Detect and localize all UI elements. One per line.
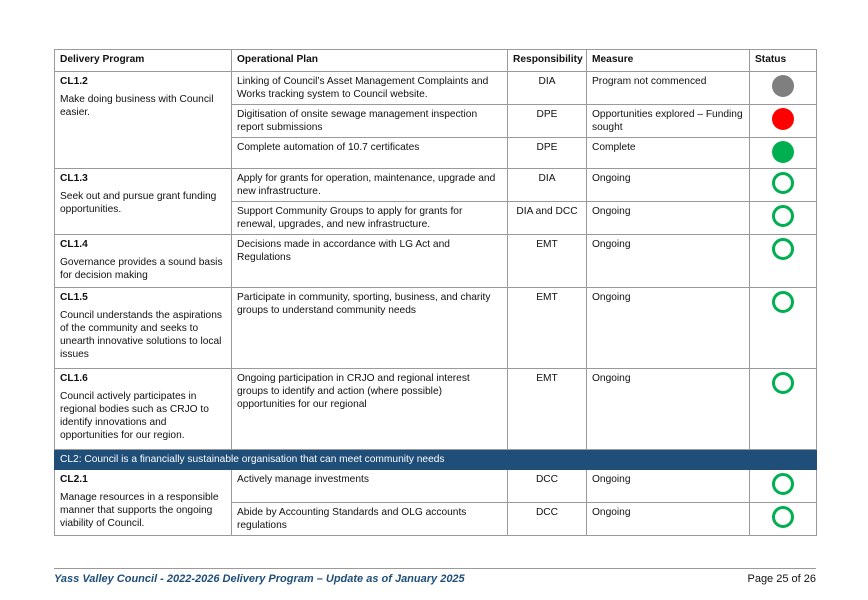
status-cell [750, 369, 817, 450]
responsibility-cell: DPE [508, 138, 587, 169]
program-description: Seek out and pursue grant funding opportunities. [60, 191, 217, 215]
measure-cell: Ongoing [587, 369, 750, 450]
table-row [55, 169, 817, 202]
responsibility-cell: EMT [508, 235, 587, 288]
delivery-program-cell [55, 470, 232, 536]
measure-cell: Complete [587, 138, 750, 169]
status-cell [750, 72, 817, 105]
status-green-ring-icon [772, 506, 794, 528]
responsibility-cell: EMT [508, 369, 587, 450]
program-description: Make doing business with Council easier. [60, 94, 214, 118]
footer-page-number: Page 25 of 26 [747, 573, 816, 585]
header-measure: Measure [587, 50, 750, 72]
status-cell [750, 503, 817, 536]
status-red-circle-icon [772, 108, 794, 130]
measure-cell: Ongoing [587, 202, 750, 235]
status-cell [750, 202, 817, 235]
delivery-program-cell [55, 288, 232, 369]
status-grey-circle-icon [772, 75, 794, 97]
status-green-ring-icon [772, 372, 794, 394]
footer-divider [54, 568, 816, 569]
delivery-program-cell [55, 369, 232, 450]
status-green-ring-icon [772, 238, 794, 260]
operational-plan-cell: Abide by Accounting Standards and OLG accounts regulations [232, 503, 508, 536]
operational-plan-cell: Decisions made in accordance with LG Act and Regulations [232, 235, 508, 288]
operational-plan-cell: Ongoing participation in CRJO and regional interest groups to identify and action (where possible) opportunities for our regional [232, 369, 508, 450]
table-row [55, 235, 817, 288]
measure-cell: Ongoing [587, 169, 750, 202]
header-operational-plan: Operational Plan [232, 50, 508, 72]
measure-cell: Ongoing [587, 288, 750, 369]
table-row [55, 369, 817, 450]
measure-cell: Ongoing [587, 470, 750, 503]
program-code: CL1.6 [60, 373, 88, 384]
operational-plan-cell: Digitisation of onsite sewage management inspection report submissions [232, 105, 508, 138]
delivery-program-table [54, 49, 817, 536]
responsibility-cell: DIA [508, 72, 587, 105]
table-header-row [55, 50, 817, 72]
footer-document-title: Yass Valley Council - 2022-2026 Delivery Program – Update as of January 2025 [54, 573, 465, 585]
program-description: Council understands the aspirations of the community and seeks to unearth innovative solutions to local issues [60, 310, 222, 360]
operational-plan-cell: Participate in community, sporting, business, and charity groups to understand community needs [232, 288, 508, 369]
header-delivery-program: Delivery Program [55, 50, 232, 72]
program-code: CL1.2 [60, 76, 88, 87]
program-description: Council actively participates in regional bodies such as CRJO to identify innovations and opportunities for our region. [60, 391, 209, 441]
operational-plan-cell: Linking of Council’s Asset Management Complaints and Works tracking system to Council website. [232, 72, 508, 105]
delivery-program-cell [55, 169, 232, 235]
measure-cell: Opportunities explored – Funding sought [587, 105, 750, 138]
responsibility-cell: EMT [508, 288, 587, 369]
program-code: CL1.3 [60, 173, 88, 184]
measure-cell: Ongoing [587, 503, 750, 536]
responsibility-cell: DIA and DCC [508, 202, 587, 235]
responsibility-cell: DCC [508, 503, 587, 536]
status-cell [750, 470, 817, 503]
table-row [55, 72, 817, 105]
responsibility-cell: DIA [508, 169, 587, 202]
responsibility-cell: DCC [508, 470, 587, 503]
status-cell [750, 288, 817, 369]
table-row [55, 288, 817, 369]
section-header-row [55, 450, 817, 470]
operational-plan-cell: Support Community Groups to apply for grants for renewal, upgrades, and new infrastructure. [232, 202, 508, 235]
status-cell [750, 105, 817, 138]
program-code: CL2.1 [60, 474, 88, 485]
program-code: CL1.4 [60, 239, 88, 250]
program-description: Manage resources in a responsible manner that supports the ongoing viability of Council. [60, 492, 219, 529]
status-green-circle-icon [772, 141, 794, 163]
status-cell [750, 235, 817, 288]
operational-plan-cell: Apply for grants for operation, maintenance, upgrade and new infrastructure. [232, 169, 508, 202]
table-row [55, 470, 817, 503]
measure-cell: Program not commenced [587, 72, 750, 105]
section-cl2-title: CL2: Council is a financially sustainable organisation that can meet community needs [55, 450, 817, 470]
status-green-ring-icon [772, 291, 794, 313]
operational-plan-cell: Actively manage investments [232, 470, 508, 503]
status-green-ring-icon [772, 473, 794, 495]
status-green-ring-icon [772, 172, 794, 194]
header-responsibility: Responsibility [508, 50, 587, 72]
measure-cell: Ongoing [587, 235, 750, 288]
program-code: CL1.5 [60, 292, 88, 303]
status-cell [750, 169, 817, 202]
status-cell [750, 138, 817, 169]
program-description: Governance provides a sound basis for decision making [60, 257, 223, 281]
delivery-program-cell [55, 72, 232, 169]
responsibility-cell: DPE [508, 105, 587, 138]
operational-plan-cell: Complete automation of 10.7 certificates [232, 138, 508, 169]
delivery-program-cell [55, 235, 232, 288]
status-green-ring-icon [772, 205, 794, 227]
header-status: Status [750, 50, 817, 72]
